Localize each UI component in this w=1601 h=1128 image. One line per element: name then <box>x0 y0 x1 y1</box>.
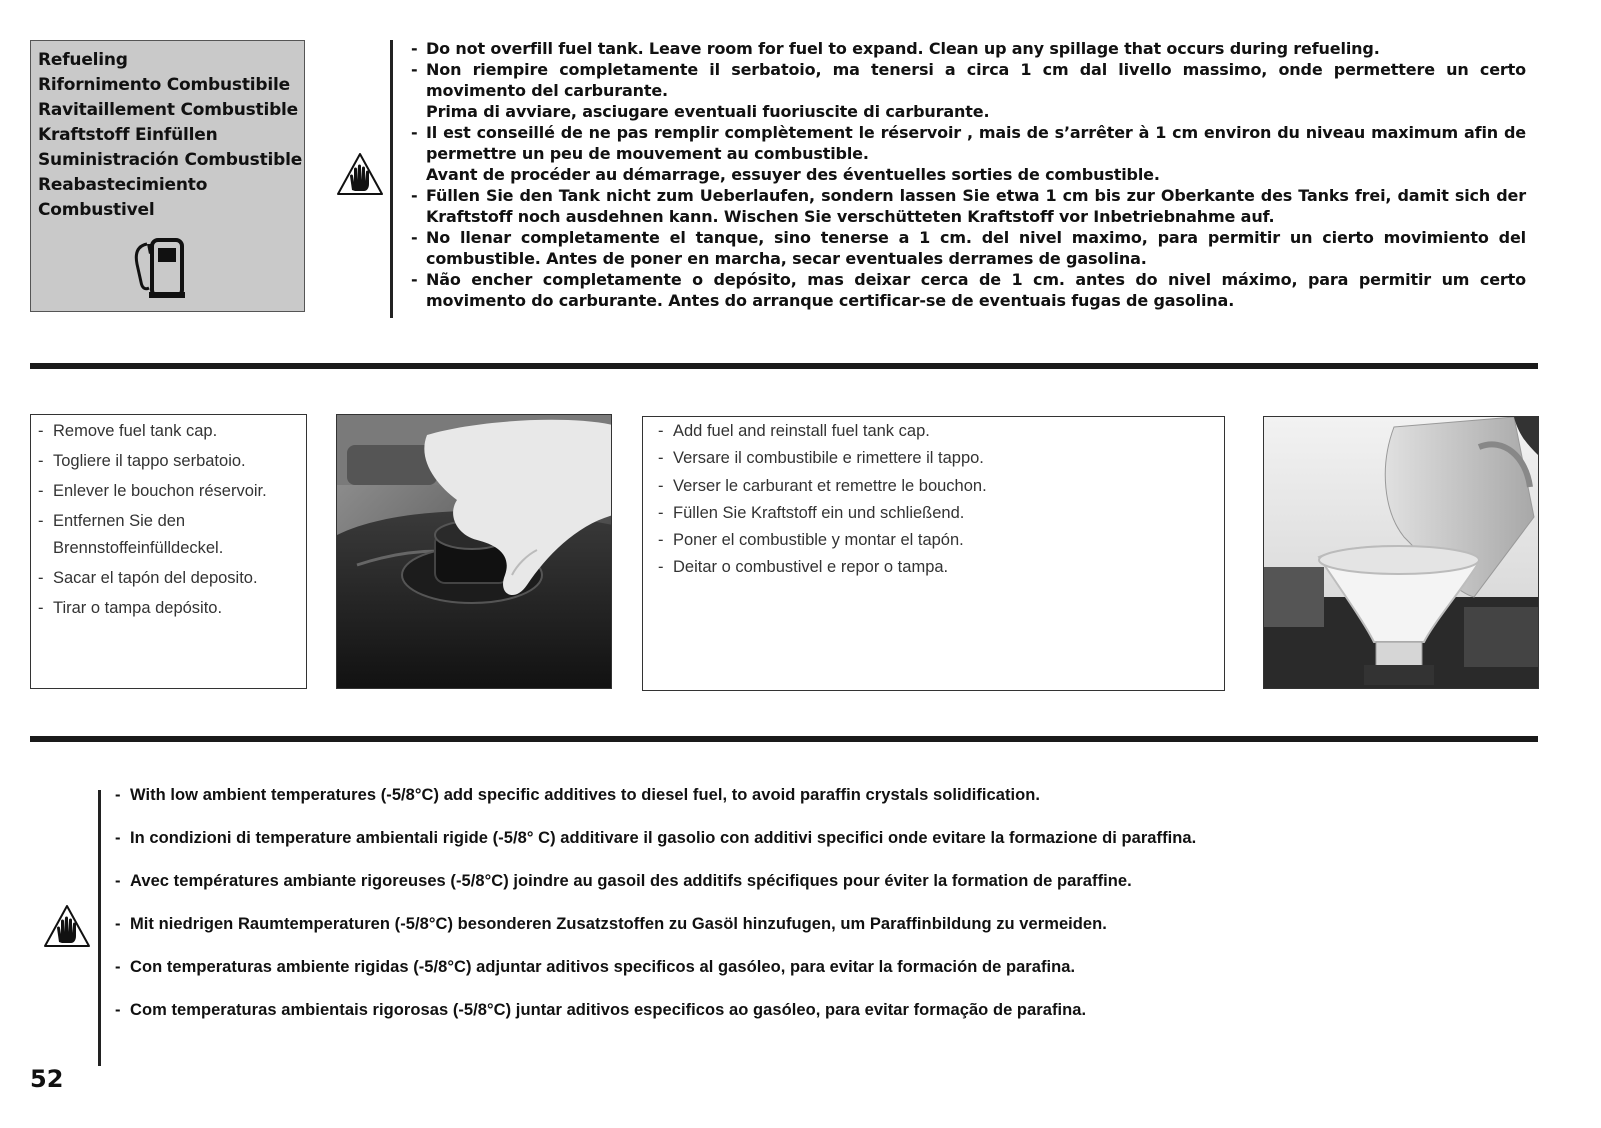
section-title: Rifornimento Combustibile <box>38 75 290 95</box>
warning-item: - Con temperaturas ambiente rigidas (-5/8°C) adjuntar aditivos specificos al gasóleo, para evitar la formación de parafina. <box>114 958 1229 977</box>
warning-item <box>410 38 1526 59</box>
warning-text: - Il est conseillé de ne pas remplir complètement le réservoir , mais de s’arrêter à 1 cm environ du niveau maximum afin de permettre un peu de mouvement au combustible. <box>426 123 1526 163</box>
step-item: - Poner el combustible y montar el tapón. <box>658 527 1218 554</box>
step-item: - Versare il combustibile e rimettere il tappo. <box>658 445 1218 472</box>
section-title: Ravitaillement Combustible <box>38 100 299 120</box>
step-item: - Togliere il tappo serbatoio. <box>38 448 300 475</box>
step-2-list <box>658 418 1218 582</box>
section-title: Suministración Combustible <box>38 150 303 170</box>
warning-item: - In condizioni di temperature ambientali rigide (-5/8° C) additivare il gasolio con additivi specifici onde evitare la formazione di paraffina. <box>114 829 1229 848</box>
warning-item: - Com temperaturas ambientais rigorosas (-5/8°C) juntar aditivos especificos ao gasóleo, para evitar formação de parafina. <box>114 1001 1229 1020</box>
warning-item: - Mit niedrigen Raumtemperaturen (-5/8°C) besonderen Zusatzstoffen zu Gasöl hinzufugen, um Paraffinbildung zu vermeiden. <box>114 915 1229 934</box>
step-item: - Entfernen Sie den Brennstoffeinfülldeckel. <box>38 508 300 562</box>
section-title: Kraftstoff Einfüllen <box>38 125 218 145</box>
warning-text: - No llenar completamente el tanque, sino tenerse a 1 cm. del nivel maximo, para permitir un cierto movimiento del combustible. Antes de poner en marcha, secar eventuales derrames de gasolina. <box>426 228 1526 268</box>
warning-text: - Não encher completamente o depósito, mas deixar cerca de 1 cm. antes do nivel máximo, para permitir um certo movimento do carburante. Antes do arranque certificar-se de eventuais fugas de gasolina. <box>426 270 1526 310</box>
section-title-list <box>38 48 302 223</box>
warning-item <box>410 227 1526 269</box>
bottom-warning-list <box>114 786 1229 1044</box>
step-item: - Deitar o combustivel e repor o tampa. <box>658 554 1218 581</box>
page-number: 52 <box>30 1065 64 1093</box>
hand-removing-fuel-cap-photo <box>336 414 612 689</box>
warning-item: - Avec températures ambiante rigoreuses (-5/8°C) joindre au gasoil des additifs spécifiques pour éviter la formation de paraffine. <box>114 872 1229 891</box>
step-item: - Add fuel and reinstall fuel tank cap. <box>658 418 1218 445</box>
warning-text: Prima di avviare, asciugare eventuali fuoriuscite di carburante. <box>426 102 990 121</box>
section-title: Combustivel <box>38 200 155 220</box>
step-item: - Sacar el tapón del deposito. <box>38 565 300 592</box>
top-warning-list <box>410 38 1526 311</box>
warning-text: Avant de procéder au démarrage, essuyer des éventuelles sorties de combustible. <box>426 165 1160 184</box>
step-1-text-box <box>30 414 307 689</box>
section-divider <box>30 736 1538 742</box>
stop-hand-icon <box>336 152 384 201</box>
fuel-pump-icon <box>131 238 189 305</box>
warning-item <box>410 269 1526 311</box>
step-item: - Verser le carburant et remettre le bouchon. <box>658 473 1218 500</box>
warning-item <box>410 122 1526 185</box>
warning-text: - Do not overfill fuel tank. Leave room for fuel to expand. Clean up any spillage that occurs during refueling. <box>426 39 1380 58</box>
warning-item <box>410 185 1526 227</box>
warning-divider <box>98 790 101 1066</box>
warning-item <box>410 59 1526 122</box>
step-item: - Remove fuel tank cap. <box>38 418 300 445</box>
warning-text: - Füllen Sie den Tank nicht zum Ueberlaufen, sondern lassen Sie etwa 1 cm bis zur Oberkante des Tanks frei, damit sich der Kraftstoff noch ausdehnen kann. Wischen Sie verschütteten Kraftstoff vor Inbetriebnahme auf. <box>426 186 1526 226</box>
warning-item: - With low ambient temperatures (-5/8°C) add specific additives to diesel fuel, to avoid paraffin crystals solidification. <box>114 786 1229 805</box>
section-title: Refueling <box>38 50 128 70</box>
section-title-box <box>30 40 305 312</box>
step-item: - Enlever le bouchon réservoir. <box>38 478 300 505</box>
section-divider <box>30 363 1538 369</box>
pouring-fuel-through-funnel-photo <box>1263 416 1539 689</box>
section-title: Reabastecimiento <box>38 175 208 195</box>
step-item: - Tirar o tampa depósito. <box>38 595 300 622</box>
warning-text: - Non riempire completamente il serbatoio, ma tenersi a circa 1 cm dal livello massimo, onde permettere un certo movimento del carburante. <box>426 60 1526 100</box>
step-1-list <box>38 418 300 625</box>
step-2-text-box <box>642 416 1225 691</box>
step-item: - Füllen Sie Kraftstoff ein und schließend. <box>658 500 1218 527</box>
warning-divider <box>390 40 393 318</box>
stop-hand-icon <box>43 904 91 953</box>
